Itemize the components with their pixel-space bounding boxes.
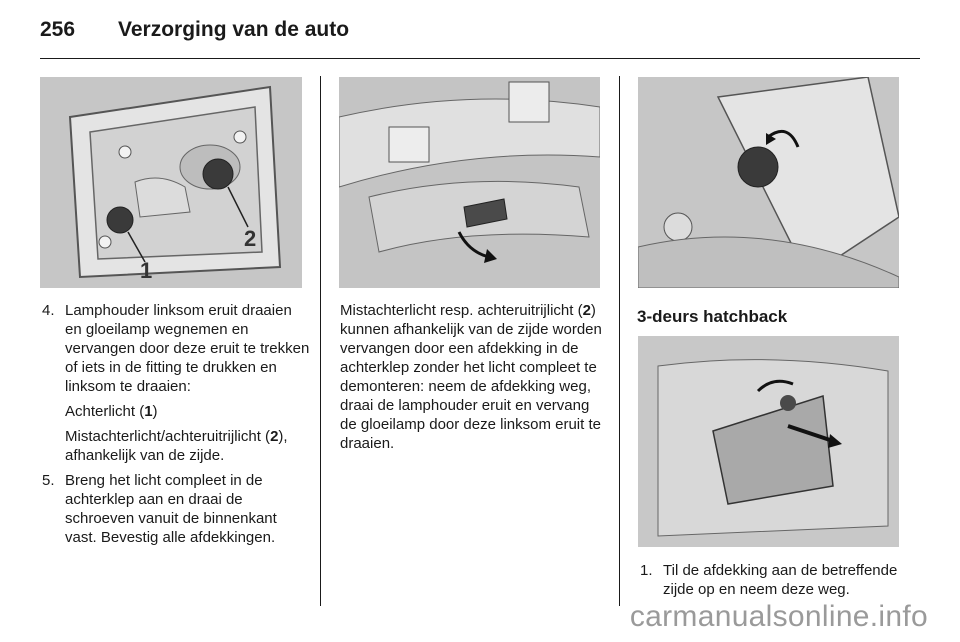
column-3-text: [640, 561, 904, 599]
sub-text: ): [152, 403, 158, 420]
list-item-4: [42, 301, 310, 396]
section-heading: 3-deurs hatchback: [637, 307, 788, 326]
callout-2: 2: [244, 226, 257, 251]
column-divider-2: [619, 76, 620, 606]
list-number: 1.: [640, 562, 653, 579]
sub-text: ), afhankelijk van de zijde.: [65, 428, 288, 464]
list-text: Til de afdekking aan de betreffende zijde op en neem deze weg.: [663, 562, 898, 598]
para-text: ) kunnen afhankelijk van de zijde worden vervangen door een afdekking in de achterklep zonder het licht compleet te demonteren: neem de afdekking weg, draai de lamphouder eruit en vervang de gloeilamp door deze linksom eruit te draaien.: [340, 302, 602, 452]
sub-text: Mistachterlicht/achteruitrijlicht (: [65, 428, 271, 445]
column-1-text: [42, 301, 310, 547]
para-ref-bold: 2: [582, 302, 591, 319]
sub-ref-bold: 1: [144, 403, 153, 420]
callout-1: 1: [140, 258, 153, 283]
column-2-text: [340, 301, 606, 453]
list-text: Lamphouder linksom eruit draaien en gloeilamp wegnemen en vervangen door deze eruit te trekken of iets in de fitting te drukken en linksom te draaien:: [65, 302, 310, 395]
sub-text: Achterlicht (: [65, 403, 145, 420]
list-item-5: [42, 471, 310, 547]
para-text: Mistachterlicht resp. achteruitrijlicht (: [340, 302, 583, 319]
figure-hatchback-cover: [638, 336, 899, 547]
figure-tailgate-cover: [339, 77, 600, 288]
page-title: Verzorging van de auto: [118, 18, 350, 41]
figure-lamp-holder: [638, 77, 899, 288]
list-number: 4.: [42, 302, 55, 319]
list-text: Breng het licht compleet in de achterklep aan en draai de schroeven vanuit de binnenkant vast. Bevestig alle afdekkingen.: [65, 472, 277, 546]
sub-ref-bold: 2: [270, 428, 279, 445]
sub-item-achterlicht: [42, 402, 310, 421]
paragraph: [340, 301, 606, 453]
sub-item-mistachterlicht: [42, 427, 310, 465]
figure-taillight-rear: [40, 77, 302, 288]
watermark: carmanualsonline.info: [629, 600, 928, 633]
column-divider-1: [320, 76, 321, 606]
list-number: 5.: [42, 472, 55, 489]
list-item-1: [640, 561, 904, 599]
header-rule: [40, 58, 920, 59]
page-header: [40, 18, 349, 52]
page-number: 256: [40, 18, 76, 41]
